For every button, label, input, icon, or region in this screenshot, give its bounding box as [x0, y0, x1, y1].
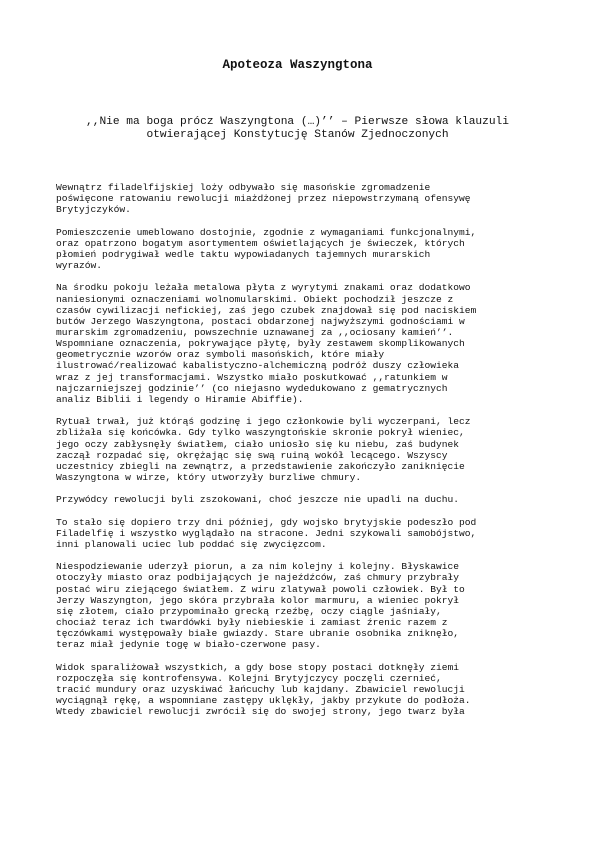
paragraph-line: To stało się dopiero trzy dni później, gdy wojsko brytyjskie podeszło pod: [56, 516, 477, 528]
paragraph-line: poświęcone ratowaniu rewolucji miażdżonej przez niepowstrzymaną ofensywę: [56, 193, 471, 205]
paragraph-line: postać wiru ziejącego światłem. Z wiru zlatywał powoli człowiek. Był to: [56, 583, 465, 595]
paragraph-line: tracić mundury oraz uzyskiwać łańcuchy lub kajdany. Zbawiciel rewolucji: [56, 683, 465, 695]
paragraph: [56, 662, 556, 718]
paragraph-line: płomień podrygiwał wedle taktu wypowiadanych tajemnych murarskich: [56, 248, 431, 260]
epigraph: [40, 116, 555, 141]
paragraph-line: wyciągnął rękę, a wspomniane zastępy uklękły, jakby przykute do podłoża.: [56, 695, 471, 707]
paragraph: [56, 182, 556, 215]
epigraph-line: otwierającej Konstytucję Stanów Zjednoczonych: [146, 128, 449, 141]
paragraph-line: naniesionymi oznaczeniami wolnomularskimi. Obiekt pochodził jeszcze z: [56, 293, 454, 305]
paragraph-line: Niespodziewanie uderzył piorun, a za nim kolejny i kolejny. Błyskawice: [56, 561, 460, 573]
paragraph-line: otoczyły miasto oraz podbijających je najeźdźców, zaś chmury przybrały: [56, 572, 460, 584]
paragraph-line: analiz Biblii i legendy o Hiramie Abiffie).: [56, 393, 304, 405]
paragraph: [56, 494, 556, 505]
document-body: [56, 182, 556, 729]
paragraph-line: czasów cywilizacji nefickiej, zaś jego czubek znajdował się pod naciskiem: [56, 304, 477, 316]
paragraph-line: murarskim zgromadzeniu, powszechnie uznawanej za ,,ociosany kamień’’.: [56, 327, 454, 338]
paragraph-line: Wewnątrz filadelfijskiej loży odbywało się masońskie zgromadzenie: [56, 182, 431, 193]
paragraph: [56, 561, 556, 650]
paragraph-line: butów Jerzego Waszyngtona, postaci obdarzonej najwyższymi godnościami w: [56, 315, 465, 327]
paragraph-line: geometrycznie wzorów oraz symboli masońskich, które miały: [56, 349, 385, 361]
paragraph-line: chociaż teraz ich twardówki były niebieskie i zamiast źrenic razem z: [56, 617, 448, 628]
paragraph-line: Waszyngtona w wirze, który utworzyły burzliwe chmury.: [56, 472, 362, 484]
paragraph-line: Jerzy Waszyngton, jego skóra przybrała kolor marmuru, a wieniec pokrył: [56, 594, 460, 606]
paragraph-line: zaczął rozpadać się, okrężając się swą ruiną wokół lecącego. Wszyscy: [56, 449, 448, 461]
paragraph-line: najczarniejszej godzinie’’ (co niejasno wydedukowano z gematrycznych: [56, 382, 448, 394]
paragraph-line: Pomieszczenie umeblowano dostojnie, zgodnie z wymaganiami funkcjonalnymi,: [56, 226, 477, 238]
paragraph: [56, 227, 556, 272]
epigraph-line: ,,Nie ma boga prócz Waszyngtona (…)’’ – Pierwsze słowa klauzuli: [86, 116, 509, 128]
paragraph-line: zbliżała się końcówka. Gdy tylko waszyngtońskie skronie pokrył wieniec,: [56, 427, 465, 439]
paragraph-line: Brytyjczyków.: [56, 204, 131, 216]
paragraph: [56, 282, 556, 405]
paragraph: [56, 517, 556, 550]
document-title: Apoteoza Waszyngtona: [222, 58, 373, 72]
paragraph-line: Na środku pokoju leżała metalowa płyta z wyrytymi znakami oraz dodatkowo: [56, 282, 471, 294]
paragraph-line: rozpoczęła się kontrofensywa. Kolejni Brytyjczycy poczęli czernieć,: [56, 672, 442, 684]
paragraph-line: ilustrować/realizować kabalistyczno-alchemiczną podróż duszy człowieka: [56, 360, 460, 372]
paragraph-line: uczestnicy zbiegli na zewnątrz, a przedstawienie zakończyło zaniknięcie: [56, 460, 465, 472]
paragraph-line: Przywódcy rewolucji byli zszokowani, choć jeszcze nie upadli na duchu.: [56, 494, 460, 506]
paragraph-line: wyrazów.: [56, 260, 103, 272]
paragraph-line: Wtedy zbawiciel rewolucji zwrócił się do swojej strony, jego twarz była: [56, 706, 465, 718]
paragraph-line: inni planowali uciec lub poddać się zwycięzcom.: [56, 538, 327, 550]
paragraph-line: Widok sparaliżował wszystkich, a gdy bose stopy postaci dotknęły ziemi: [56, 661, 460, 673]
paragraph-line: Wspomniane oznaczenia, pokrywające płytę, były zestawem skomplikowanych: [56, 338, 465, 350]
paragraph-line: teraz miał jedynie togę w biało-czerwone pasy.: [56, 639, 321, 651]
paragraph-line: wraz z jej transformacjami. Wszystko miało poskutkować ,,ratunkiem w: [56, 371, 448, 383]
paragraph-line: się złotem, ciało przypominało grecką rzeźbę, oczy ciągle jaśniały,: [56, 605, 442, 617]
paragraph-line: Filadelfię i wszystko wyglądało na stracone. Jedni szykowali samobójstwo,: [56, 527, 477, 539]
paragraph-line: tęczówkami występowały białe gwiazdy. Stare ubranie osobnika zniknęło,: [56, 628, 460, 640]
paragraph-line: jego oczy zabłysnęły światłem, ciało uniosło się ku niebu, zaś budynek: [56, 438, 460, 450]
paragraph-line: oraz opatrzono bogatym asortymentem oświetlających je świeczek, których: [56, 237, 465, 249]
paragraph: [56, 416, 556, 483]
paragraph-line: Rytuał trwał, już którąś godzinę i jego członkowie byli wyczerpani, lecz: [56, 416, 471, 428]
